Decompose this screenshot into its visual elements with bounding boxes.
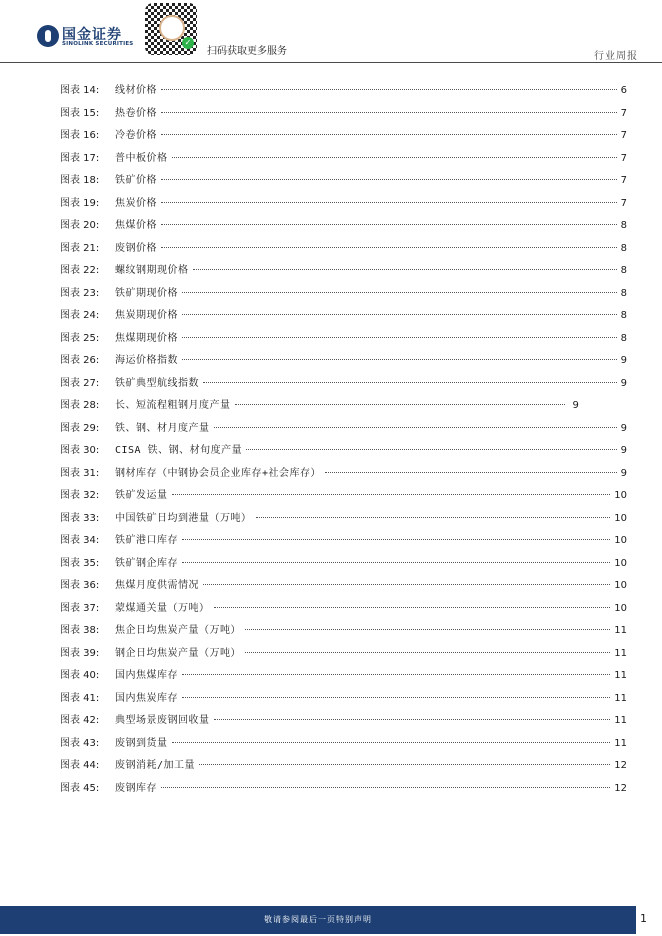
toc-page-number: 9 [572,400,579,411]
toc-page-number: 11 [614,737,627,749]
toc-page-number: 7 [620,197,627,209]
toc-row[interactable] [60,778,627,801]
toc-row[interactable] [60,620,627,643]
toc-figure-label: 图表 27: [60,377,100,389]
toc-figure-title: 废钢库存 [115,782,157,794]
page-header [0,0,662,64]
toc-row[interactable] [60,463,627,486]
toc-page-number: 12 [614,782,627,794]
toc-dot-leader [182,336,617,338]
brand-name-cn: 国金证券 [62,27,122,43]
toc-figure-label: 图表 19: [60,197,100,209]
sinolink-logo-icon [37,25,59,47]
toc-figure-label: 图表 30: [60,445,100,456]
toc-figure-label: 图表 45: [60,782,100,794]
toc-figure-label: 图表 38: [60,625,100,636]
footer-disclaimer: 敬请参阅最后一页特别声明 [264,915,372,924]
toc-page-number: 11 [614,647,627,659]
toc-dot-leader [161,246,617,248]
toc-dot-leader [182,561,610,563]
brand-name-en: SINOLINK SECURITIES [62,41,134,47]
wechat-badge-icon: ✓ [182,37,194,49]
toc-figure-title: 铁矿港口库存 [115,535,178,546]
toc-figure-label: 图表 26: [60,355,100,366]
toc-page-number: 11 [614,625,627,636]
toc-row[interactable] [60,418,627,441]
footer-bar [0,906,636,934]
toc-page-number: 10 [614,535,627,546]
toc-figure-title: 普中板价格 [115,152,168,164]
toc-dot-leader [161,111,617,113]
toc-dot-leader [172,741,611,743]
toc-figure-label: 图表 28: [60,400,100,411]
toc-figure-label: 图表 35: [60,557,100,569]
toc-page-number: 10 [614,490,627,501]
toc-dot-leader [161,201,617,203]
toc-page-number: 7 [620,175,627,186]
toc-dot-leader [172,156,617,158]
toc-dot-leader [203,381,617,383]
toc-row[interactable] [60,440,627,463]
qr-code-icon[interactable] [145,3,197,55]
toc-figure-title: 钢企日均焦炭产量（万吨） [115,647,241,659]
toc-row[interactable] [60,80,627,103]
page-number: 1 [640,912,647,925]
toc-row[interactable] [60,238,627,261]
toc-dot-leader [199,763,610,765]
toc-figure-title: 典型场景废钢回收量 [115,715,210,726]
toc-figure-title: 国内焦炭库存 [115,692,178,704]
toc-figure-label: 图表 44: [60,760,100,771]
toc-row[interactable] [60,170,627,193]
toc-row[interactable] [60,508,627,531]
toc-row[interactable] [60,373,627,396]
toc-row[interactable] [60,103,627,126]
toc-page-number: 9 [620,445,627,456]
toc-page-number: 7 [620,152,627,164]
toc-row[interactable] [60,305,627,328]
toc-page-number: 9 [620,355,627,366]
toc-page-number: 11 [614,670,627,681]
report-type: 行业周报 [594,51,638,62]
toc-dot-leader [161,88,617,90]
toc-row[interactable] [60,148,627,171]
toc-dot-leader [214,718,611,720]
toc-figure-label: 图表 22: [60,265,100,276]
qr-center-seal-icon [159,15,185,41]
toc-dot-leader [193,268,617,270]
toc-figure-title: 废钢消耗/加工量 [115,760,196,771]
toc-row[interactable] [60,553,627,576]
toc-figure-title: 钢材库存（中钢协会员企业库存+社会库存） [115,467,322,479]
toc-figure-title: 铁矿期现价格 [115,287,178,299]
toc-dot-leader [182,358,617,360]
toc-dot-leader [203,583,610,585]
toc-page-number: 12 [614,760,627,771]
toc-page-number: 8 [620,265,627,276]
toc-dot-leader [172,493,611,495]
toc-row[interactable] [60,755,627,778]
toc-dot-leader [246,448,617,450]
toc-row[interactable] [60,125,627,148]
toc-row[interactable] [60,575,627,598]
toc-row[interactable] [60,665,627,688]
scan-prompt: 扫码获取更多服务 [207,46,287,57]
toc-page-number: 11 [614,715,627,726]
toc-page-number: 7 [620,107,627,119]
toc-figure-title: 蒙煤通关量（万吨） [115,602,210,614]
toc-dot-leader [161,178,617,180]
toc-dot-leader [182,538,610,540]
toc-page-number: 6 [620,85,627,96]
toc-figure-label: 图表 33: [60,512,100,524]
toc-figure-label: 图表 32: [60,490,100,501]
toc-figure-label: 图表 41: [60,692,100,704]
toc-dot-leader [182,291,617,293]
toc-figure-label: 图表 20: [60,220,100,231]
toc-row[interactable] [60,733,627,756]
toc-figure-title: 铁矿发运量 [115,490,168,501]
toc-dot-leader [245,628,610,630]
toc-page-number: 11 [614,692,627,704]
toc-dot-leader [182,673,610,675]
toc-dot-leader [245,651,610,653]
toc-figure-title: 焦炭期现价格 [115,310,178,321]
toc-figure-title: 焦炭价格 [115,197,157,209]
toc-figure-label: 图表 23: [60,287,100,299]
toc-figure-title: 热卷价格 [115,107,157,119]
toc-figure-label: 图表 31: [60,467,100,479]
toc-figure-title: 铁矿典型航线指数 [115,377,199,389]
toc-page-number: 8 [620,332,627,344]
toc-figure-label: 图表 16: [60,130,100,141]
toc-figure-title: 冷卷价格 [115,130,157,141]
toc-figure-title: 焦煤月度供需情况 [115,580,199,591]
toc-dot-leader [235,403,565,405]
toc-page-number: 9 [620,467,627,479]
toc-figure-title: 中国铁矿日均到港量（万吨） [115,512,252,524]
toc-row[interactable] [60,215,627,238]
toc-figure-title: 螺纹钢期现价格 [115,265,189,276]
toc-row[interactable] [60,485,627,508]
toc-figure-label: 图表 29: [60,422,100,434]
toc-figure-label: 图表 37: [60,602,100,614]
toc-dot-leader [161,133,617,135]
toc-row[interactable] [60,350,627,373]
toc-dot-leader [214,606,611,608]
toc-page-number: 9 [620,377,627,389]
toc-figure-title: 铁矿钢企库存 [115,557,178,569]
toc-figure-title: 线材价格 [115,85,157,96]
toc-page-number: 10 [614,557,627,569]
toc-dot-leader [161,223,617,225]
toc-figure-label: 图表 21: [60,242,100,254]
toc-figure-label: 图表 25: [60,332,100,344]
toc-row[interactable] [60,530,627,553]
toc-page-number: 8 [620,220,627,231]
toc-figure-title: 焦煤期现价格 [115,332,178,344]
toc-page-number: 8 [620,287,627,299]
toc-row[interactable] [60,193,627,216]
toc-figure-label: 图表 42: [60,715,100,726]
toc-figure-label: 图表 17: [60,152,100,164]
toc-figure-label: 图表 18: [60,175,100,186]
toc-dot-leader [161,786,610,788]
toc-figure-title: 铁、钢、材月度产量 [115,422,210,434]
toc-figure-title: 焦企日均焦炭产量（万吨） [115,625,241,636]
header-divider [0,62,662,63]
toc-dot-leader [256,516,611,518]
toc-figure-label: 图表 24: [60,310,100,321]
toc-figure-label: 图表 14: [60,85,100,96]
toc-dot-leader [182,313,617,315]
toc-figure-title: 铁矿价格 [115,175,157,186]
toc-row[interactable] [60,328,627,351]
figure-index-list [60,80,627,800]
toc-figure-label: 图表 36: [60,580,100,591]
toc-figure-title: 国内焦煤库存 [115,670,178,681]
toc-row[interactable] [60,710,627,733]
toc-figure-title: 海运价格指数 [115,355,178,366]
toc-figure-title: CISA 铁、钢、材旬度产量 [115,445,243,456]
toc-row[interactable] [60,283,627,306]
toc-figure-label: 图表 34: [60,535,100,546]
toc-dot-leader [214,426,617,428]
toc-row[interactable] [60,643,627,666]
toc-dot-leader [182,696,610,698]
toc-page-number: 9 [620,422,627,434]
toc-figure-label: 图表 39: [60,647,100,659]
toc-figure-title: 焦煤价格 [115,220,157,231]
toc-page-number: 10 [614,580,627,591]
toc-page-number: 10 [614,512,627,524]
toc-page-number: 10 [614,602,627,614]
toc-figure-label: 图表 43: [60,737,100,749]
toc-row[interactable] [60,598,627,621]
toc-dot-leader [325,471,617,473]
toc-figure-label: 图表 40: [60,670,100,681]
toc-figure-title: 废钢到货量 [115,737,168,749]
toc-row[interactable] [60,395,627,418]
toc-page-number: 8 [620,310,627,321]
toc-figure-title: 长、短流程粗钢月度产量 [115,400,231,411]
toc-figure-title: 废钢价格 [115,242,157,254]
toc-figure-label: 图表 15: [60,107,100,119]
toc-page-number: 7 [620,130,627,141]
toc-row[interactable] [60,688,627,711]
toc-page-number: 8 [620,242,627,254]
toc-row[interactable] [60,260,627,283]
